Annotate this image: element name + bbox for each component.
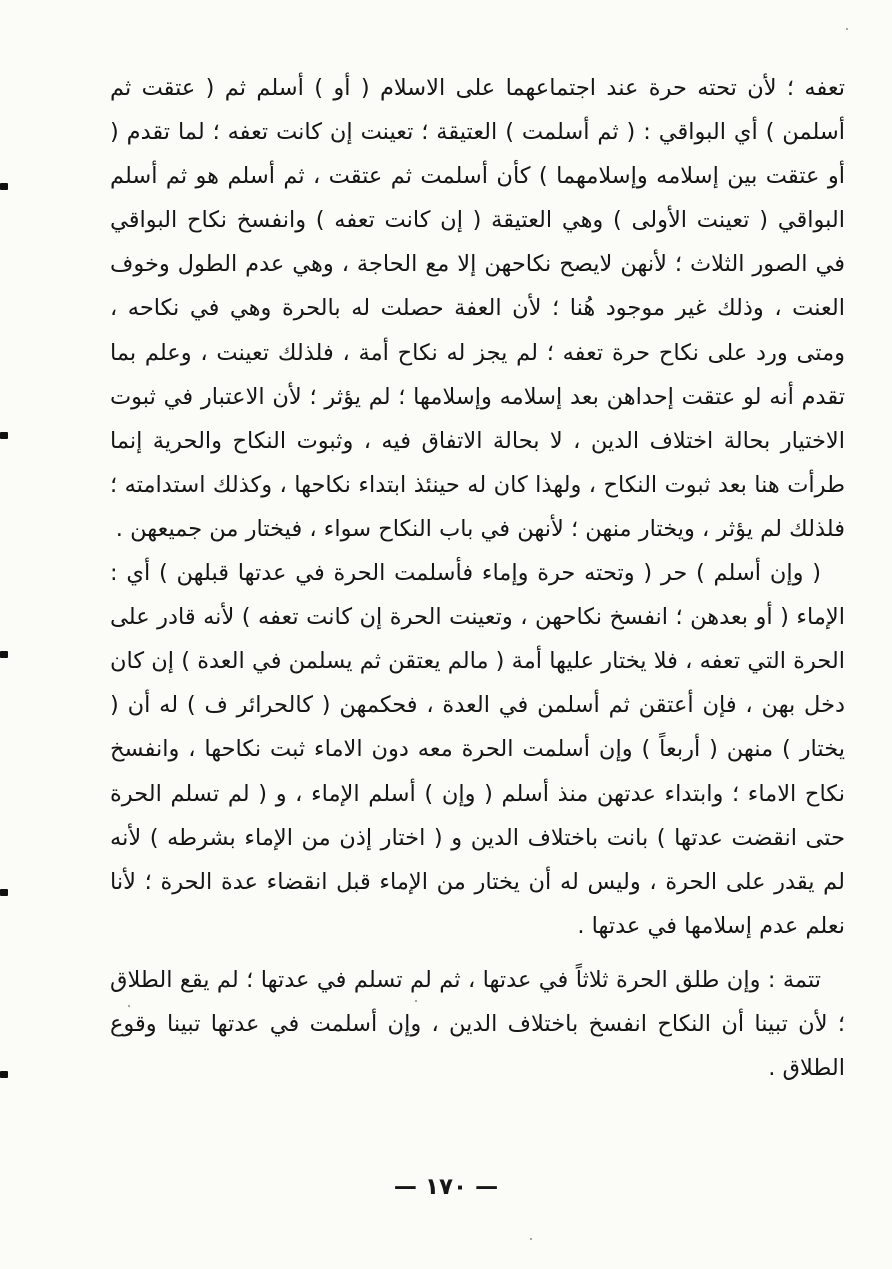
body-text (110, 66, 845, 1090)
paragraph-2: ( وإن أسلم ) حر ( وتحته حرة وإماء فأسلمت الحرة في عدتها قبلهن ) أي : الإماء ( أو بعدهن ؛ انفسخ نكاحهن ، وتعينت الحرة إن كانت تعفه ) لأنه قادر على الحرة التي تعفه ، فلا يختار عليها أمة ( مالم يعتقن ثم يسلمن في العدة ) إن كان دخل بهن ، فإن أعتقن ثم أسلمن في العدة ، فحكمهن ( كالحرائر ف ) له أن ( يختار ) منهن ( أربعاً ) وإن أسلمت الحرة معه دون الاماء ثبت نكاحها ، وانفسخ نكاح الاماء ؛ وابتداء عدتهن منذ أسلم ( وإن ) أسلم الإماء ، و ( لم تسلم الحرة حتى انقضت عدتها ) بانت باختلاف الدين و ( اختار إذن من الإماء بشرطه ) لأنه لم يقدر على الحرة ، وليس له أن يختار من الإماء قبل انقضاء عدة الحرة ؛ لأنا نعلم عدم إسلامها في عدتها . (110, 560, 845, 939)
page-number: — ١٧٠ — (393, 1174, 499, 1200)
scan-speck (530, 1238, 532, 1240)
paragraph-3: تتمة : وإن طلق الحرة ثلاثاً في عدتها ، ثم لم تسلم في عدتها ؛ لم يقع الطلاق ؛ لأن تبينا أن النكاح انفسخ باختلاف الدين ، وإن أسلمت في عدتها تبينا وقوع الطلاق . (110, 966, 845, 1082)
edge-mark (0, 1071, 8, 1078)
edge-mark (0, 889, 8, 896)
edge-mark (0, 183, 8, 190)
paragraph-1: تعفه ؛ لأن تحته حرة عند اجتماعهما على الاسلام ( أو ) أسلم ثم ( عتقت ثم أسلمن ) أي البواقي : ( ثم أسلمت ) العتيقة ؛ تعينت إن كانت تعفه ؛ لما تقدم ( أو عتقت بين إسلامه وإسلامهما ) كأن أسلمت ثم عتقت ، ثم أسلم هو ثم أسلم البواقي ( تعينت الأولى ) وهي العتيقة ( إن كانت تعفه ) وانفسخ نكاح البواقي في الصور الثلاث ؛ لأنهن لايصح نكاحهن إلا مع الحاجة ، وهي عدم الطول وخوف العنت ، وذلك غير موجود هُنا ؛ لأن العفة حصلت له بالحرة وهي في نكاحه ، ومتى ورد على نكاح حرة تعفه ؛ لم يجز له نكاح أمة ، فلذلك تعينت ، وعلم بما تقدم أنه لو عتقت إحداهن بعد إسلامه وإسلامها ؛ لم يؤثر ؛ لأن الاعتبار في ثبوت الاختيار بحالة اختلاف الدين ، لا بحالة الاتفاق فيه ، وثبوت النكاح والحرية إنما طرأت هنا بعد ثبوت النكاح ، ولهذا كان له حينئذ ابتداء نكاحها ، وكذلك استدامته ؛ فلذلك لم يؤثر ، ويختار منهن ؛ لأنهن في باب النكاح سواء ، فيختار من جميعهن . (110, 75, 845, 542)
edge-mark (0, 651, 8, 658)
edge-mark (0, 432, 8, 439)
scan-speck (846, 28, 848, 30)
